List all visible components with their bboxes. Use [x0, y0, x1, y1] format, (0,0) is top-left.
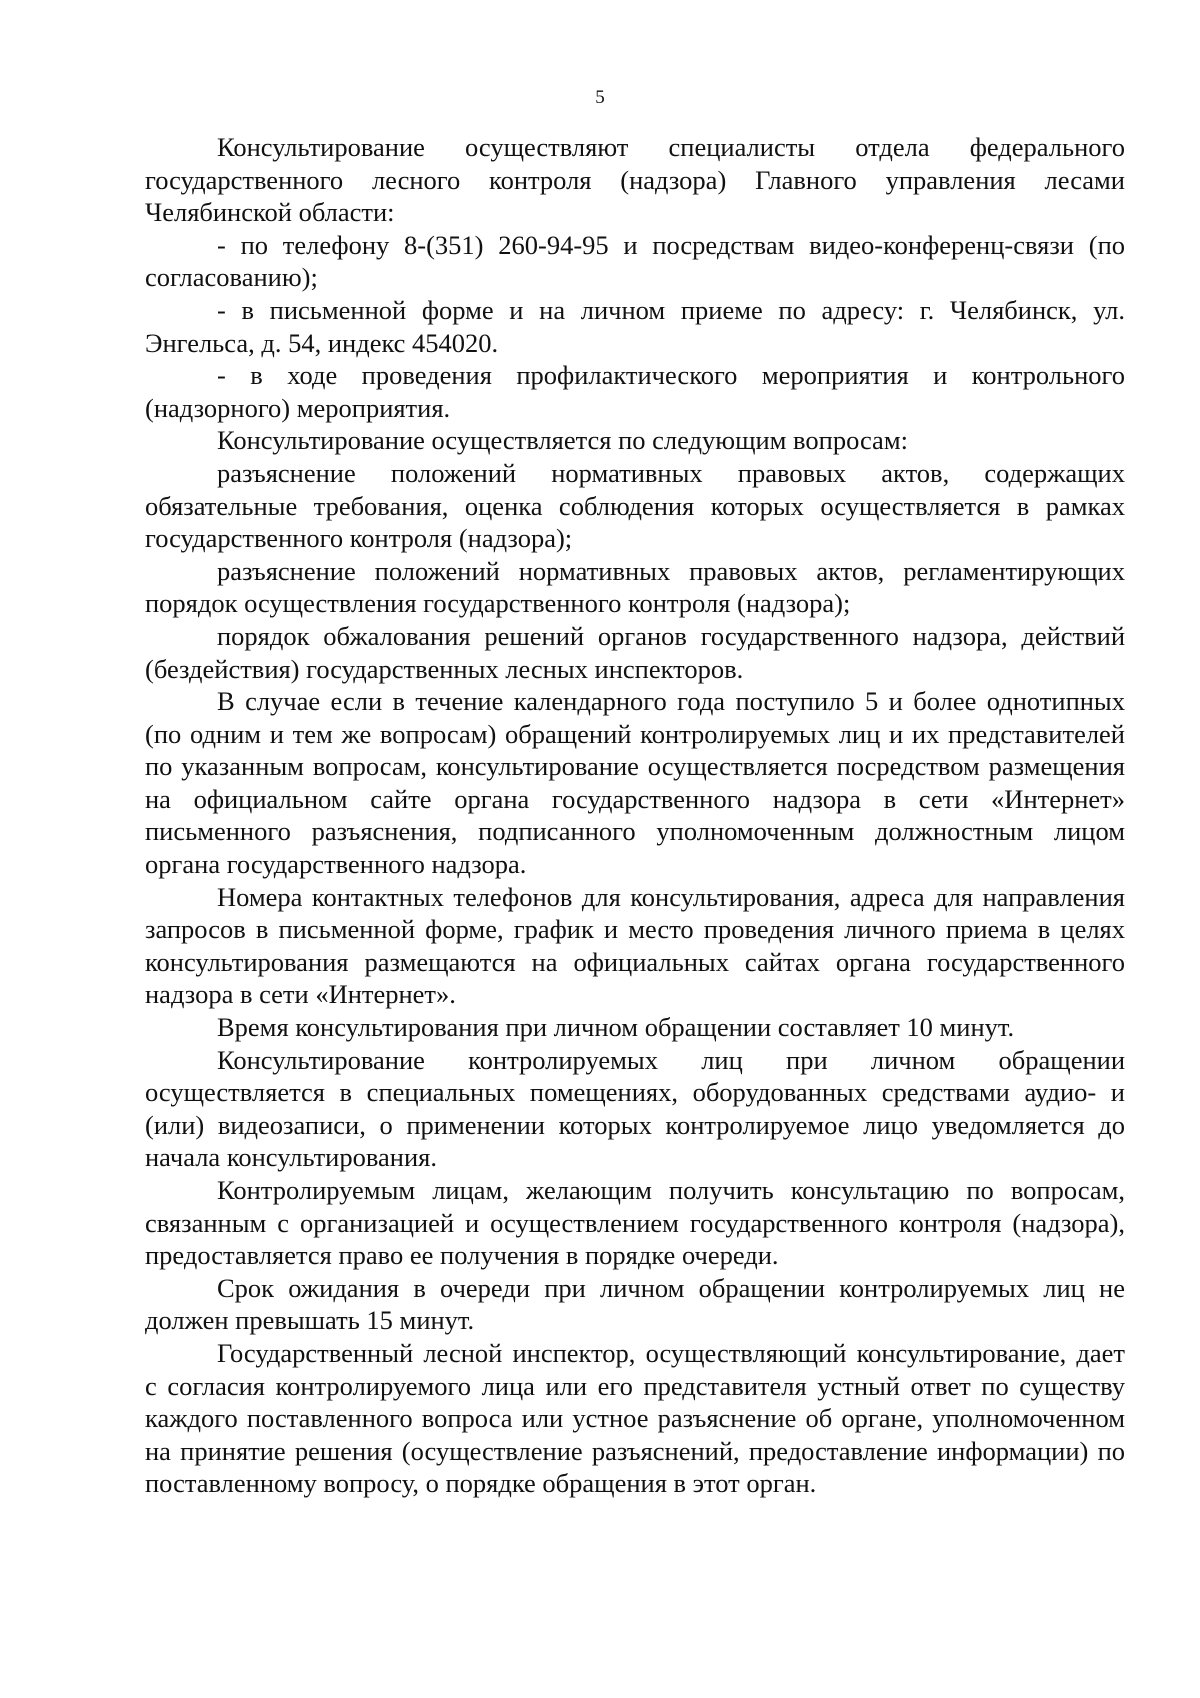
paragraph-topics-intro: Консультирование осуществляется по следующим вопросам: [217, 425, 908, 456]
paragraph-topic-requirements: разъяснение положений нормативных правовых актов, содержащих обязательные требования, оценка соблюдения которых осуществляется в рамках государственного контроля (надзора); [145, 457, 1125, 554]
paragraph-topic-procedure: разъяснение положений нормативных правовых актов, регламентирующих порядок осуществления государственного контроля (надзора); [145, 555, 1125, 619]
paragraph-topic-appeals: порядок обжалования решений органов государственного надзора, действий (бездействия) государственных лесных инспекторов. [145, 620, 1125, 684]
paragraph-waiting-time: Срок ожидания в очереди при личном обращении контролируемых лиц не должен превышать 15 минут. [145, 1272, 1125, 1336]
paragraph-written-form: - в письменной форме и на личном приеме по адресу: г. Челябинск, ул. Энгельса, д. 54, индекс 454020. [145, 294, 1125, 358]
paragraph-duration: Время консультирования при личном обращении составляет 10 минут. [217, 1012, 1015, 1043]
paragraph-consultants: Консультирование осуществляют специалисты отдела федерального государственного лесного контроля (надзора) Главного управления лесами Челябинской области: [145, 132, 1125, 228]
paragraph-queue-right: Контролируемым лицам, желающим получить консультацию по вопросам, связанным с организацией и осуществлением государственного контроля (надзора), предоставляется право ее получения в порядке очереди. [145, 1175, 1125, 1271]
document-body [145, 131, 1125, 1500]
paragraph-during-events: - в ходе проведения профилактического мероприятия и контрольного (надзорного) мероприятия. [145, 360, 1125, 423]
paragraph-premises: Консультирование контролируемых лиц при личном обращении осуществляется в специальных помещениях, оборудованных средствами аудио- и (или) видеозаписи, о применении которых контролируемое лицо уведомляется до начала консультирования. [145, 1044, 1125, 1173]
page-number: 5 [595, 87, 605, 108]
paragraph-inspector-answer: Государственный лесной инспектор, осуществляющий консультирование, дает с согласия контролируемого лица или его представителя устный ответ по существу каждого поставленного вопроса или устное разъяснение об органе, уполномоченном на принятие решения (осуществление разъяснений, предоставление информации) по поставленному вопросу, о порядке обращения в этот орган. [145, 1337, 1125, 1499]
paragraph-contacts: Номера контактных телефонов для консультирования, адреса для направления запросов в письменной форме, график и место проведения личного приема в целях консультирования размещаются на официальных сайтах органа государственного надзора в сети «Интернет». [145, 881, 1125, 1010]
paragraph-repeated-requests: В случае если в течение календарного года поступило 5 и более однотипных (по одним и тем же вопросам) обращений контролируемых лиц и их представителей по указанным вопросам, консультирование осуществляется посредством размещения на официальном сайте органа государственного надзора в сети «Интернет» письменного разъяснения, подписанного уполномоченным должностным лицом органа государственного надзора. [145, 686, 1125, 880]
paragraph-phone: - по телефону 8-(351) 260-94-95 и посредствам видео-конференц-связи (по согласованию); [145, 229, 1125, 293]
